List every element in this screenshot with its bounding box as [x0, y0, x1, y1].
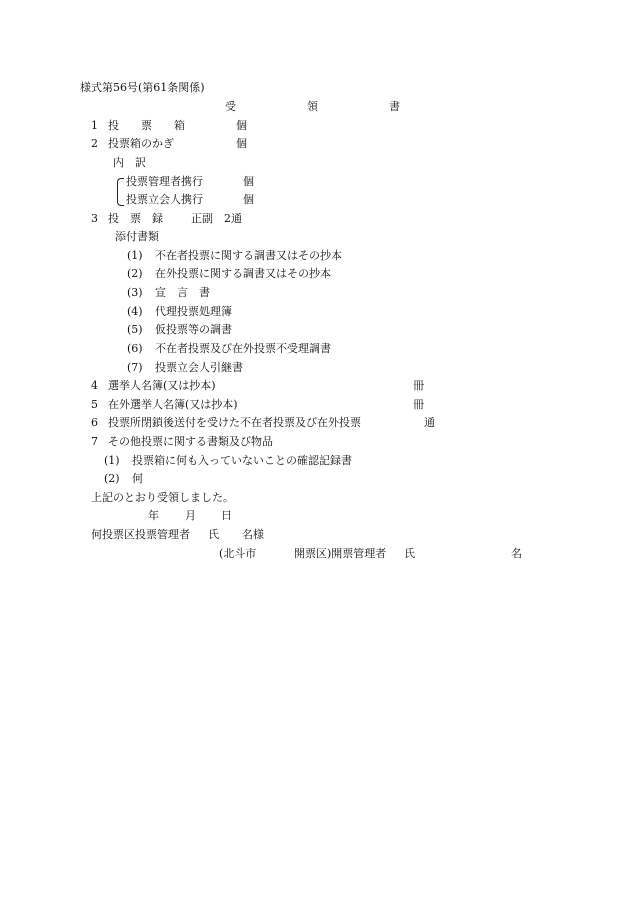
item-1-unit: 個 — [236, 119, 247, 132]
item-5-label: 在外選挙人名簿(又は抄本) — [108, 398, 238, 411]
attachment-6-number: (6) — [127, 342, 143, 355]
attachment-2-text: 在外投票に関する調書又はその抄本 — [155, 267, 331, 280]
breakdown-label: 内 訳 — [113, 156, 146, 169]
breakdown-a-unit: 個 — [243, 175, 254, 188]
form-number: 様式第56号(第61条関係) — [80, 81, 205, 94]
item-4-number: 4 — [91, 379, 98, 392]
attachment-7-text: 投票立会人引継書 — [155, 361, 243, 374]
receipt-statement: 上記のとおり受領しました。 — [91, 491, 234, 504]
receiver-prefix: (北斗市 — [219, 547, 257, 560]
item-7-label: その他投票に関する書類及び物品 — [108, 435, 273, 448]
attachment-4-number: (4) — [127, 305, 143, 318]
item-7-sub-1-text: 投票箱に何も入っていないことの確認記録書 — [132, 454, 352, 467]
attachment-5-number: (5) — [127, 323, 143, 336]
title-char-2: 領 — [307, 100, 318, 113]
item-1-number: 1 — [91, 119, 98, 132]
date-year: 年 — [148, 509, 159, 522]
date-day: 日 — [221, 509, 232, 522]
item-7-sub-1-number: (1) — [104, 454, 120, 467]
item-3-number: 3 — [91, 212, 98, 225]
receiver-shi: 氏 — [404, 547, 415, 560]
attachment-3-text: 宣 言 書 — [155, 286, 210, 299]
item-4-label: 選挙人名簿(又は抄本) — [108, 379, 216, 392]
title-char-1: 受 — [225, 100, 236, 113]
item-6-unit: 通 — [424, 416, 435, 429]
receiver-role: 開票区)開票管理者 — [294, 547, 387, 560]
item-4-unit: 冊 — [413, 379, 424, 392]
item-7-number: 7 — [91, 435, 98, 448]
item-2-unit: 個 — [236, 137, 247, 150]
breakdown-a-label: 投票管理者携行 — [126, 175, 203, 188]
breakdown-b-unit: 個 — [243, 193, 254, 206]
item-6-number: 6 — [91, 416, 98, 429]
item-2-number: 2 — [91, 137, 98, 150]
item-2-label: 投票箱のかぎ — [108, 137, 174, 150]
attachment-1-number: (1) — [127, 249, 143, 262]
item-5-number: 5 — [91, 398, 98, 411]
attachment-7-number: (7) — [127, 361, 143, 374]
attachments-label: 添付書類 — [115, 230, 159, 243]
item-6-label: 投票所閉鎖後送付を受けた不在者投票及び在外投票 — [108, 416, 361, 429]
addressee-org: 何投票区投票管理者 — [91, 528, 190, 541]
item-7-sub-2-text: 何 — [132, 472, 143, 485]
breakdown-bracket — [117, 178, 124, 206]
receiver-mei: 名 — [511, 547, 522, 560]
item-7-sub-2-number: (2) — [104, 472, 120, 485]
attachment-1-text: 不在者投票に関する調書又はその抄本 — [155, 249, 342, 262]
item-3-copies: 正副 2通 — [191, 212, 242, 225]
breakdown-b-label: 投票立会人携行 — [126, 193, 203, 206]
item-3-label: 投 票 録 — [108, 212, 163, 225]
addressee-name: 名様 — [242, 528, 264, 541]
attachment-2-number: (2) — [127, 267, 143, 280]
item-5-unit: 冊 — [413, 398, 424, 411]
addressee-shi: 氏 — [208, 528, 219, 541]
item-1-label: 投 票 箱 — [108, 119, 185, 132]
attachment-3-number: (3) — [127, 286, 143, 299]
attachment-6-text: 不在者投票及び在外投票不受理調書 — [155, 342, 331, 355]
attachment-4-text: 代理投票処理簿 — [155, 305, 232, 318]
date-month: 月 — [185, 509, 196, 522]
title-char-3: 書 — [389, 100, 400, 113]
attachment-5-text: 仮投票等の調書 — [155, 323, 232, 336]
